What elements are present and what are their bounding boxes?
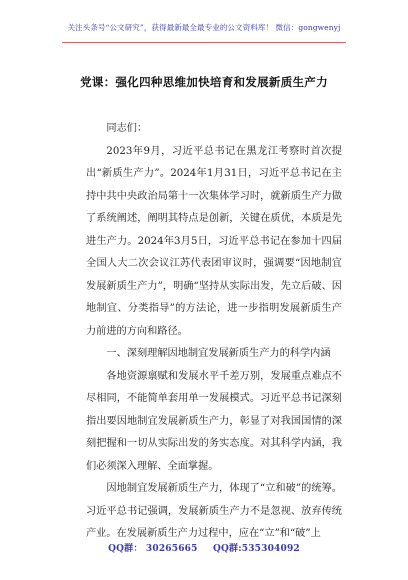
footer-qq-group-1: QQ群： 30265665	[108, 544, 198, 554]
paragraph: 各地资源禀赋和发展水平千差万别，发展重点难点不尽相同，不能简单套用单一发展模式。习近平总书记深刻指出要因地制宜发展新质生产力，彰显了对我国国情的深刻把握和一切从实际出发的务实态度。对其科学内涵，我们必须深入理解、全面掌握。	[86, 370, 342, 472]
salutation: 同志们：	[106, 123, 148, 134]
document-title: 党课：强化四种思维加快培育和发展新质生产力	[80, 75, 328, 89]
header-divider	[62, 42, 346, 43]
paragraph: 因地制宜发展新质生产力，体现了“立和破”的统筹。习近平总书记强调，发展新质生产力不是忽视、放弃传统产业。在发展新质生产力过程中，应在“立”和“破”上	[86, 483, 342, 539]
footer-qq-group-2: QQ群:535304092	[212, 544, 300, 554]
section-heading: 一、深刻理解因地制宜发展新质生产力的科学内涵	[106, 348, 331, 359]
header-notice: 关注头条号“公文研究”，获得最新最全最专业的公文资料库！ 微信：gongwenyj	[67, 23, 341, 32]
footer	[0, 541, 408, 554]
document-body	[86, 118, 342, 546]
paragraph: 2023年9月，习近平总书记在黑龙江考察时首次提出“新质生产力”。2024年1月31日，习近平总书记在主持中共中央政治局第十一次集体学习时，就新质生产力做了系统阐述，阐明其特点是创新，关键在质优，本质是先进生产力。2024年3月5日，习近平总书记在参加十四届全国人大二次会议江苏代表团审议时，强调要“因地制宜发展新质生产力”，明确“坚持从实际出发，先立后破、因地制宜、分类指导”的方法论，进一步指明发展新质生产力前进的方向和路径。	[86, 145, 342, 337]
